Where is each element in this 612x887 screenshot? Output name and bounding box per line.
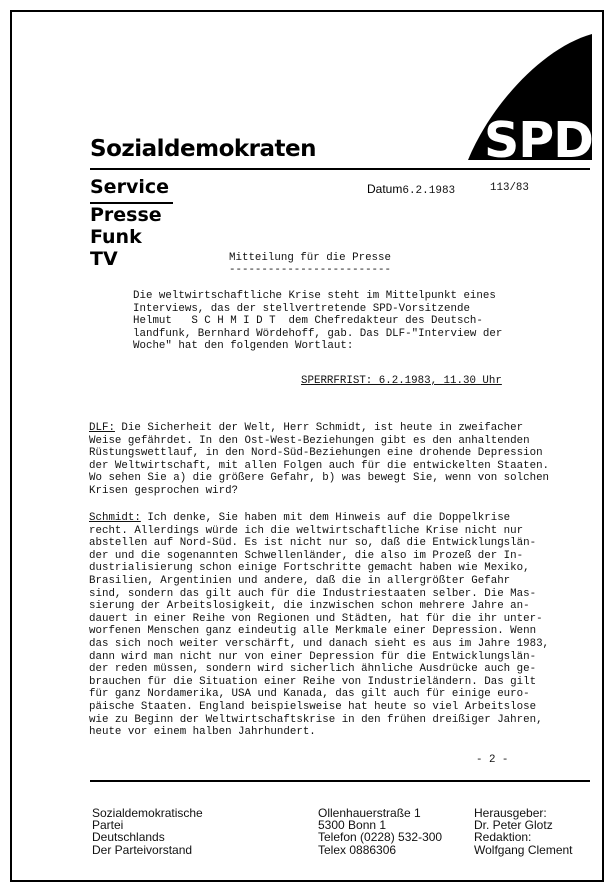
footer-rule — [90, 780, 590, 782]
page-marker: - 2 - — [476, 754, 509, 766]
answer-line: dauert in einer Reihe von Regionen und Städten, hat für die ihr unter- — [89, 612, 543, 625]
speaker-schmidt: Schmidt: — [89, 512, 141, 524]
intro-line: Interviews, das der stellvertretende SPD-Vorsitzende — [133, 302, 470, 315]
intro-line: Helmut S C H M I D T dem Chefredakteur des Deutsch- — [133, 315, 483, 328]
answer-line: sind, sondern das gilt auch für die Industriestaaten selber. Die Mas- — [89, 587, 537, 600]
brand-name: Sozialdemokraten — [90, 136, 316, 162]
question-line: Wo sehen Sie a) die größere Gefahr, b) was bewegt Sie, wenn von solchen — [89, 472, 550, 485]
question-line: Rüstungswettlauf, in den Nord-Süd-Beziehungen eine drohende Depression — [89, 447, 543, 460]
notice-rule: ------------------------- — [229, 264, 391, 276]
notice-title: Mitteilung für die Presse — [229, 252, 391, 264]
answer-line: recht. Allerdings würde ich die weltwirtschaftliche Krise nicht nur — [89, 524, 524, 537]
footer-publisher-line: Redaktion: — [474, 830, 532, 845]
media-presse: Presse — [90, 204, 162, 226]
answer-line: der und die sogenannten Schwellenländer, die also im Prozeß der In- — [89, 549, 524, 562]
footer-address — [318, 807, 442, 856]
footer-address-line: Telex 0886306 — [318, 842, 397, 857]
answer-line: dann wird man nicht nur von einer Depression für die Entwicklungslän- — [89, 650, 537, 663]
intro-paragraph — [133, 290, 553, 353]
service-label: Service — [90, 176, 169, 198]
footer-address-line: 5300 Bonn 1 — [318, 818, 387, 833]
answer-line: Brasilien, Argentinien und andere, daß die in allergrößter Gefahr — [89, 574, 511, 587]
dlf-question — [89, 422, 569, 498]
intro-line: Die weltwirtschaftliche Krise steht im Mittelpunkt eines — [133, 290, 496, 302]
footer-publisher-line: Wolfgang Clement — [474, 842, 573, 857]
answer-line: sierung der Arbeitslosigkeit, die inzwischen schon mehrere Jahre an- — [89, 600, 530, 613]
date-field — [367, 180, 455, 198]
footer-org-line: Deutschlands — [92, 830, 165, 845]
media-tv: TV — [90, 248, 118, 270]
footer-org-line: Der Parteivorstand — [92, 842, 193, 857]
footer-publisher-line: Herausgeber: — [474, 806, 547, 820]
footer-org-line: Partei — [92, 818, 124, 833]
document-number: 113/83 — [490, 182, 529, 194]
answer-line: abstellen auf Nord-Süd. Es ist nicht nur so, daß die Entwicklungslän- — [89, 537, 537, 550]
answer-line: brauchen für die Situation einer Reihe von Industrieländern. Das gilt — [89, 675, 537, 688]
date-value: 6.2.1983 — [402, 185, 456, 197]
header-rule-top — [90, 168, 590, 170]
answer-line: wie zu Beginn der Weltwirtschaftskrise in den frühen dreißiger Jahren, — [89, 713, 543, 726]
question-line: Die Sicherheit der Welt, Herr Schmidt, ist heute in zweifacher — [114, 422, 524, 434]
footer-org-line: Sozialdemokratische — [92, 806, 203, 820]
answer-line: dustrialisierung schon einige Fortschritte gemacht haben wie Mexiko, — [89, 562, 530, 575]
answer-line: der reden müssen, sondern wird sicherlich ähnliche Ausdrücke auch ge- — [89, 663, 537, 676]
answer-line: für ganz Nordamerika, USA und Kanada, das gilt auch für einige euro- — [89, 688, 530, 701]
document-page — [10, 10, 604, 882]
date-label: Datum — [367, 182, 403, 196]
answer-line: worfenen Menschen ganz eindeutig alle Merkmale einer Depression. Wenn — [89, 625, 537, 638]
answer-line: päische Staaten. England beispielsweise hat heute so viel Arbeitslose — [89, 700, 537, 713]
footer-organization — [92, 807, 203, 856]
speaker-dlf: DLF: — [89, 422, 115, 434]
embargo-notice: SPERRFRIST: 6.2.1983, 11.30 Uhr — [301, 375, 502, 387]
media-funk: Funk — [90, 226, 142, 248]
question-line: Krisen gesprochen wird? — [89, 484, 239, 497]
answer-line: Ich denke, Sie haben mit dem Hinweis auf die Doppelkrise — [140, 512, 511, 524]
question-line: Weise gefährdet. In den Ost-West-Beziehungen gibt es den anhaltenden — [89, 434, 530, 447]
footer-publisher-line: Dr. Peter Glotz — [474, 818, 553, 833]
footer-publisher — [474, 807, 573, 856]
answer-line: heute vor einem halben Jahrhundert. — [89, 726, 316, 739]
footer-address-line: Ollenhauerstraße 1 — [318, 806, 421, 820]
intro-line: landfunk, Bernhard Wördehoff, gab. Das DLF-"Interview der — [133, 327, 503, 340]
schmidt-answer — [89, 512, 569, 739]
question-line: der Weltwirtschaft, mit allen Folgen auch für die entwickelten Staaten. — [89, 459, 550, 472]
answer-line: das sich noch weiter verschärft, und danach sieht es aus im Jahre 1983, — [89, 637, 550, 650]
intro-line: Woche" hat den folgenden Wortlaut: — [133, 340, 354, 353]
footer-address-line: Telefon (0228) 532-300 — [318, 830, 443, 845]
spd-logo: SPD — [484, 112, 593, 169]
